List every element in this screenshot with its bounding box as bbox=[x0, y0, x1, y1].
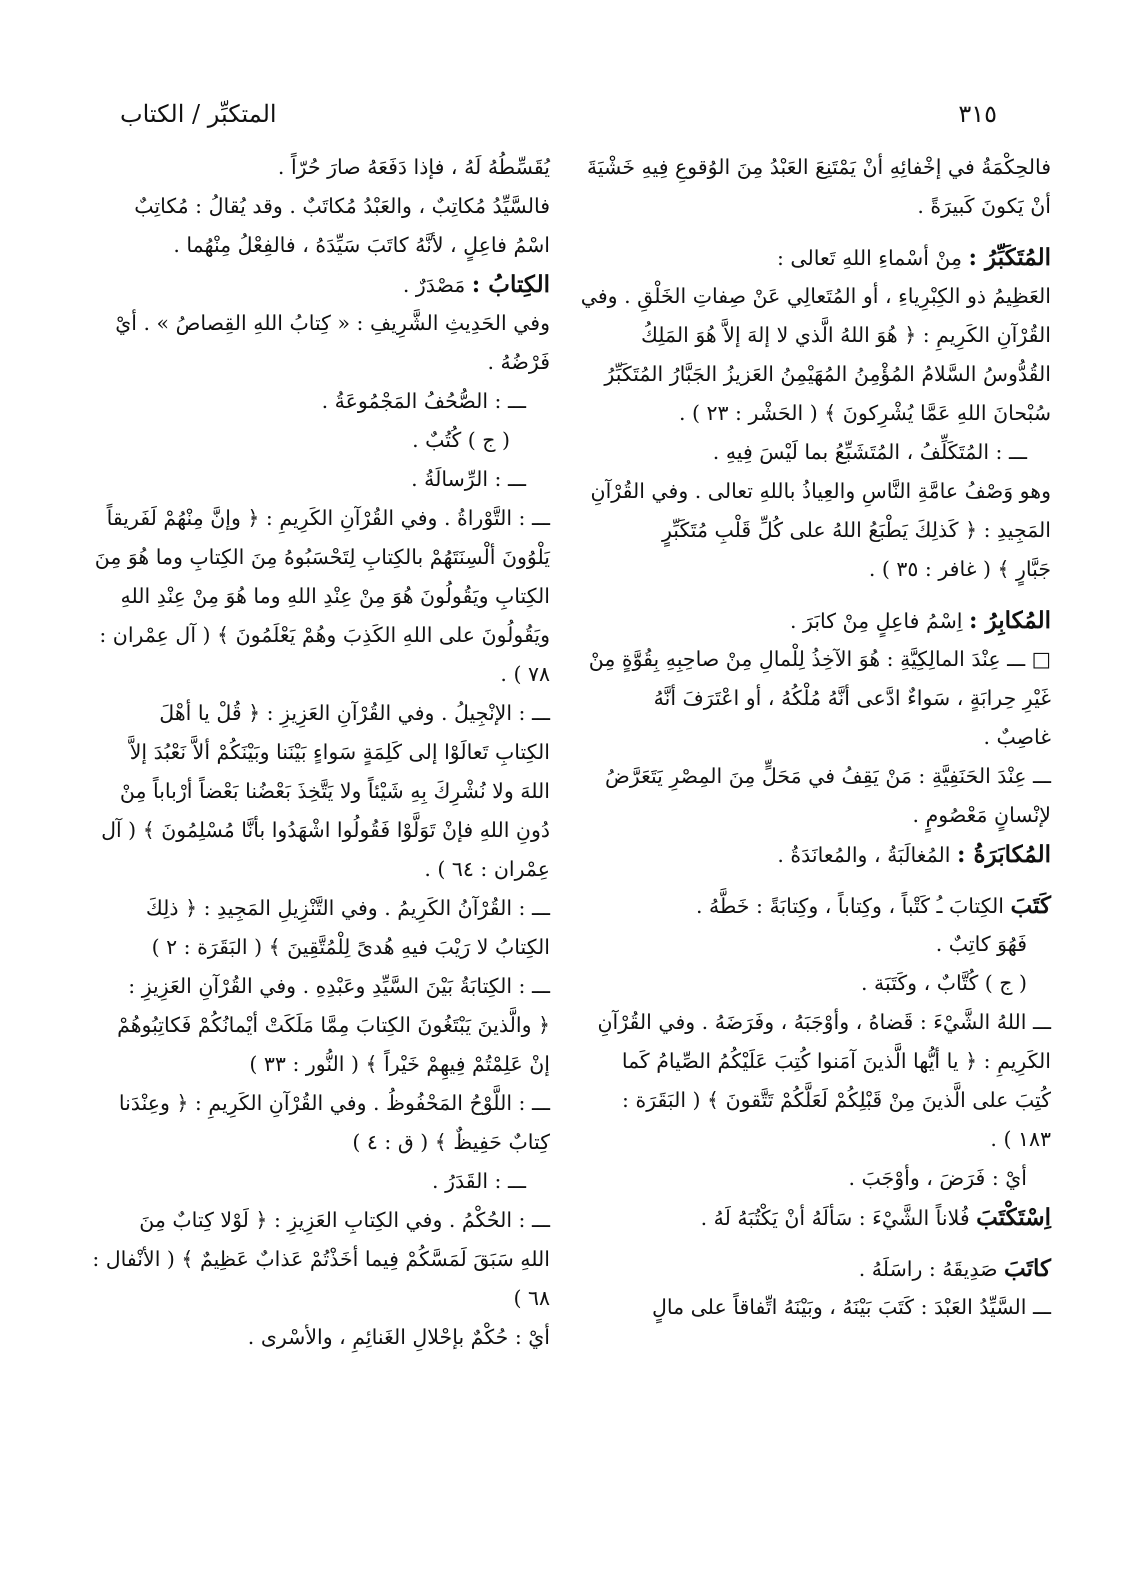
text-line: القُدُّوسُ السَّلامُ المُؤْمِنُ المُهَيْمِنُ العَزيزُ الجَبَّارُ المُتَكَبِّرُ bbox=[604, 362, 1051, 386]
text-line: ـــ : الحُكْمُ . وفي الكِتابِ العَزِيزِ : ﴿ لَوْلا كِتابٌ مِنَ bbox=[139, 1208, 550, 1232]
text-line: ـــ عِنْدَ الحَنَفِيَّةِ : مَنْ يَقِفُ في مَحَلٍّ مِنَ المِصْرِ يَتَعَرَّضُ bbox=[604, 764, 1051, 788]
text-line: ـــ : القَدَرُ . bbox=[432, 1169, 526, 1193]
text-line: ـــ السَّيِّدُ العَبْدَ : كَتَبَ بَيْنَهُ ، وبَيْنَهُ اتِّفاقاً على مالٍ bbox=[651, 1295, 1051, 1319]
definition-text: مَصْدَرٌ . bbox=[402, 273, 472, 297]
text-line: ـــ : التَّوْراةُ . وفي القُرْآنِ الكَرِيمِ : ﴿ وإنَّ مِنْهُمْ لَفَريقاً bbox=[106, 506, 550, 530]
text-line: يَلْوُونَ ألْسِنَتَهُمْ بالكِتابِ لِتَحْسَبُوهُ مِنَ الكِتابِ وما هُوَ مِنَ bbox=[94, 545, 550, 569]
entry-line bbox=[611, 1249, 1051, 1288]
definition-text: صَدِيقَهُ : راسَلَهُ . bbox=[858, 1257, 1005, 1281]
text-line: ـــ : الصُّحُفُ المَجْمُوعَةُ . bbox=[321, 389, 526, 413]
headword: المُتَكَبِّرُ : bbox=[968, 244, 1051, 271]
text-line: سُبْحانَ اللهِ عَمَّا يُشْرِكونَ ﴾ ( الحَشْر : ٢٣ ) . bbox=[678, 401, 1051, 425]
entry-line bbox=[611, 1198, 1051, 1237]
headword: المُكابَرَةُ : bbox=[956, 841, 1051, 868]
text-line: ٦٨ ) bbox=[513, 1286, 550, 1310]
text-line: فالسَّيِّدُ مُكاتِبٌ ، والعَبْدُ مُكاتَبٌ . وقد يُقالُ : مُكاتِبٌ bbox=[134, 194, 550, 218]
text-line: الكَرِيمِ : ﴿ يا أيُّها الَّذينَ آمَنوا كُتِبَ عَلَيْكُمُ الصِّيامُ كَما bbox=[621, 1049, 1051, 1073]
text-line: ١٨٣ ) . bbox=[990, 1127, 1051, 1151]
definition-text: اِسْمُ فاعِلٍ مِنْ كابَرَ . bbox=[789, 609, 969, 633]
page-number: ٣١٥ bbox=[958, 100, 997, 128]
text-line: كُتِبَ على الَّذينَ مِنْ قَبْلِكُمْ لَعَلَّكُمْ تَتَّقونَ ﴾ ( البَقَرَة : bbox=[622, 1088, 1051, 1112]
text-line: وهو وَصْفُ عامَّةِ النَّاسِ والعِياذُ باللهِ تعالى . وفي القُرْآنِ bbox=[590, 479, 1051, 503]
text-line: ـــ اللهُ الشَّيْءَ : قَضاهُ ، وأوْجَبَهُ ، وفَرَضَهُ . وفي القُرْآنِ bbox=[597, 1010, 1051, 1034]
headword: اِسْتَكْتَبَ bbox=[976, 1204, 1051, 1231]
spacer bbox=[611, 226, 1051, 238]
right-column bbox=[580, 148, 1051, 1327]
text-line: فَهُوَ كاتِبٌ . bbox=[935, 932, 1027, 956]
text-line: المَجِيدِ : ﴿ كَذلِكَ يَطْبَعُ اللهُ على كُلِّ قَلْبِ مُتَكَبِّرٍ bbox=[661, 518, 1051, 542]
text-line: ٧٨ ) . bbox=[500, 662, 550, 686]
text-line: ـــ : القُرْآنُ الكَرِيمُ . وفي التَّنْزِيلِ المَجِيدِ : ﴿ ذلِكَ bbox=[145, 896, 550, 920]
text-line: أنْ يَكونَ كَبيرَةً . bbox=[917, 194, 1051, 218]
text-line: وفي الحَدِيثِ الشَّرِيفِ : « كِتابُ اللهِ القِصاصُ » . أيْ bbox=[115, 311, 550, 335]
headword: المُكابِرُ : bbox=[969, 607, 1051, 634]
entry-line bbox=[611, 835, 1051, 874]
text-line: غَيْرِ حِرابَةٍ ، سَواءٌ ادَّعى أنَّهُ مُلْكُهُ ، أو اعْتَرَفَ أنَّهُ bbox=[653, 686, 1051, 710]
definition-text: مِنْ أسْماءِ اللهِ تَعالى : bbox=[776, 246, 969, 270]
entry-line bbox=[611, 886, 1051, 925]
text-line: اسْمُ فاعِلٍ ، لأنَّهُ كاتَبَ سَيِّدَهُ ، فالفِعْلُ مِنْهُما . bbox=[173, 233, 550, 257]
text-line: إنْ عَلِمْتُمْ فِيهِمْ خَيْراً ﴾ ( النُّور : ٣٣ ) bbox=[249, 1052, 550, 1076]
spacer bbox=[611, 874, 1051, 886]
entry-line bbox=[611, 238, 1051, 277]
text-line: القُرْآنِ الكَرِيمِ : ﴿ هُوَ اللهُ الَّذي لا إلهَ إلاَّ هُوَ المَلِكُ bbox=[640, 323, 1051, 347]
text-line: ـــ : المُتَكَلِّفُ ، المُتَشَبِّعُ بما لَيْسَ فِيهِ . bbox=[712, 440, 1027, 464]
left-column bbox=[92, 148, 550, 1357]
running-title: المتكبِّر / الكتاب bbox=[120, 100, 277, 128]
text-line: ( ج ) كُتُبٌ . bbox=[412, 428, 510, 452]
spacer bbox=[611, 589, 1051, 601]
text-line: ـــ : الإنْجِيلُ . وفي القُرْآنِ العَزِيزِ : ﴿ قُلْ يا أهْلَ bbox=[159, 701, 550, 725]
text-line: فَرْضُهُ . bbox=[487, 350, 550, 374]
text-line: ـــ : اللَّوْحُ المَحْفُوظُ . وفي القُرْآنِ الكَرِيمِ : ﴿ وعِنْدَنا bbox=[118, 1091, 550, 1115]
definition-text: المُغالَبَةُ ، والمُعانَدَةُ . bbox=[777, 843, 957, 867]
text-line: □ ـــ عِنْدَ المالِكِيَّةِ : هُوَ الآخِذُ لِلْمالِ مِنْ صاحِبِهِ بِقُوَّةٍ مِنْ bbox=[588, 647, 1051, 671]
spacer bbox=[611, 1237, 1051, 1249]
text-line: كِتابٌ حَفِيظٌ ﴾ ( ق : ٤ ) bbox=[352, 1130, 550, 1154]
headword: كاتَبَ bbox=[1004, 1255, 1051, 1282]
text-line: عِمْران : ٦٤ ) . bbox=[424, 857, 550, 881]
text-line: اللهَ ولا نُشْرِكَ بِهِ شَيْئاً ولا يَتَّخِذَ بَعْضُنا بَعْضاً أرْباباً مِنْ bbox=[119, 779, 550, 803]
text-line: لإنْسانٍ مَعْصُومٍ . bbox=[912, 803, 1051, 827]
text-line: اللهِ سَبَقَ لَمَسَّكُمْ فِيما أخَذْتُمْ عَذابٌ عَظِيمٌ ﴾ ( الأنْفال : bbox=[92, 1247, 550, 1271]
text-line: أيْ : فَرَضَ ، وأوْجَبَ . bbox=[848, 1166, 1027, 1190]
text-line: ﴿ والَّذينَ يَبْتَغُونَ الكِتابَ مِمَّا مَلَكَتْ أيْمانُكُمْ فَكاتِبُوهُمْ bbox=[117, 1013, 550, 1037]
text-line: العَظِيمُ ذو الكِبْرِياءِ ، أو المُتَعالِي عَنْ صِفاتِ الخَلْقِ . وفي bbox=[580, 284, 1051, 308]
entry-line bbox=[611, 601, 1051, 640]
text-line: غاصِبٌ . bbox=[983, 725, 1051, 749]
text-line: دُونِ اللهِ فإنْ تَوَلَّوْا فَقُولُوا اشْهَدُوا بأنَّا مُسْلِمُونَ ﴾ ( آل bbox=[101, 818, 550, 842]
definition-text: فُلاناً الشَّيْءَ : سَألَهُ أنْ يَكْتُبَهُ لَهُ . bbox=[700, 1206, 977, 1230]
text-line: الكِتابِ تَعالَوْا إلى كَلِمَةٍ سَواءٍ بَيْنَنا وبَيْنَكُمْ ألاَّ نَعْبُدَ إلاَّ bbox=[129, 740, 550, 764]
definition-text: الكِتابَ ـُ كَتْباً ، وكِتاباً ، وكِتابَةً : خَطَّهُ . bbox=[696, 894, 1011, 918]
text-line: فالحِكْمَةُ في إخْفائِهِ أنْ يَمْتَنِعَ العَبْدُ مِنَ الوُقوعِ فِيهِ خَشْيَةَ bbox=[586, 155, 1051, 179]
text-line: جَبَّارٍ ﴾ ( غافر : ٣٥ ) . bbox=[868, 557, 1051, 581]
entry-line bbox=[110, 265, 550, 304]
text-line: ( ج ) كُتَّابٌ ، وكَتَبَة . bbox=[861, 971, 1027, 995]
text-line: يُقَسِّطُهُ لَهُ ، فإذا دَفَعَهُ صارَ حُرّاً . bbox=[277, 155, 550, 179]
text-line: الكِتابُ لا رَيْبَ فيهِ هُدىً لِلْمُتَّقِينَ ﴾ ( البَقَرَة : ٢ ) bbox=[151, 935, 550, 959]
text-line: ـــ : الكِتابَةُ بَيْنَ السَّيِّدِ وعَبْدِهِ . وفي القُرْآنِ العَزِيزِ : bbox=[128, 974, 550, 998]
headword: كَتَبَ bbox=[1010, 892, 1051, 919]
headword: الكِتابُ : bbox=[471, 271, 550, 298]
text-line: الكِتابِ ويَقُولُونَ هُوَ مِنْ عِنْدِ اللهِ وما هُوَ مِنْ عِنْدِ اللهِ bbox=[120, 584, 550, 608]
text-line: ويَقُولُونَ على اللهِ الكَذِبَ وهُمْ يَعْلَمُونَ ﴾ ( آل عِمْران : bbox=[99, 623, 550, 647]
text-line: أيْ : حُكْمٌ بإحْلالِ الغَنائِمِ ، والأسْرى . bbox=[247, 1325, 550, 1349]
text-line: ـــ : الرِّسالَةُ . bbox=[411, 467, 526, 491]
